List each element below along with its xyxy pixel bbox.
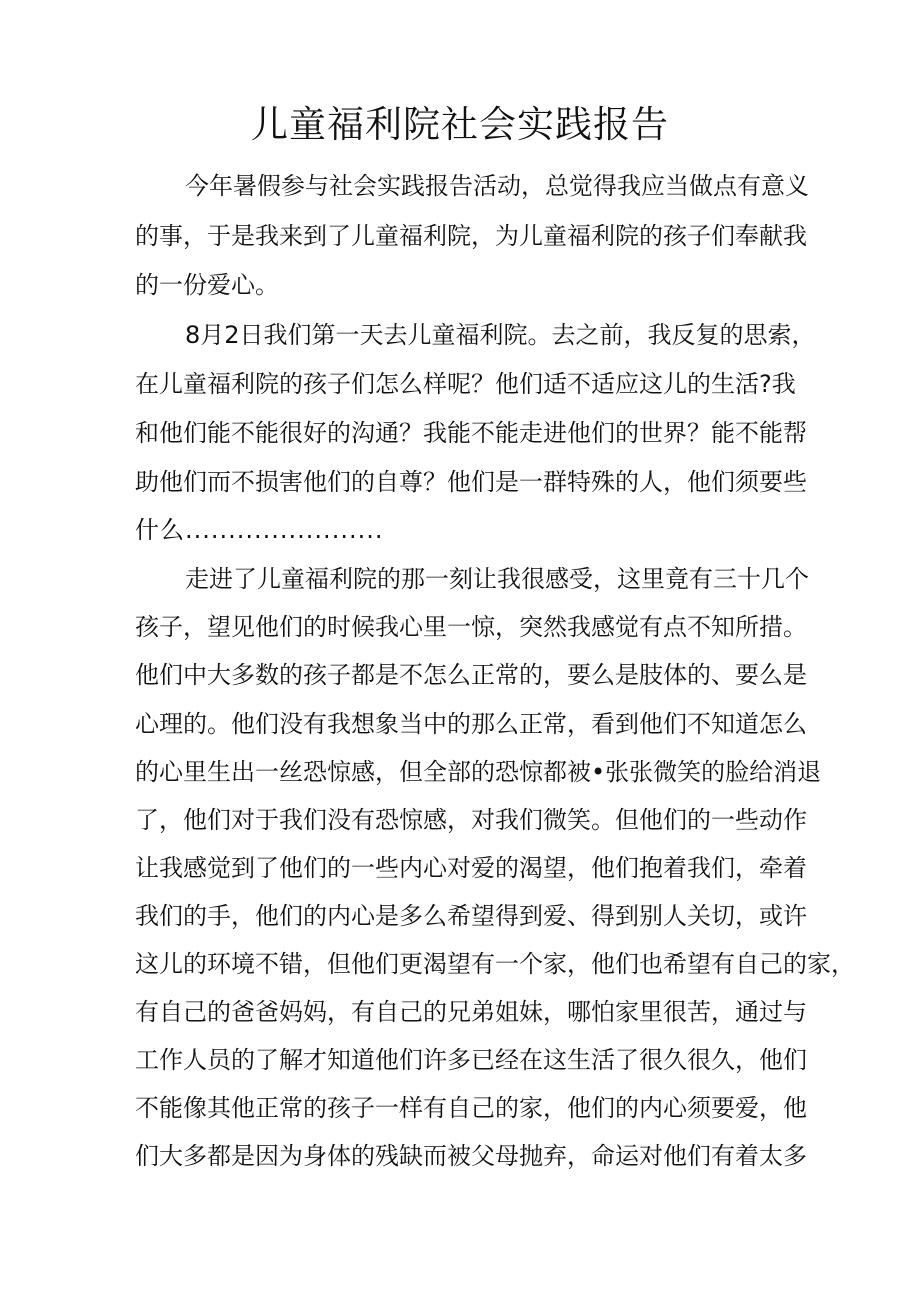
paragraph-3-line-2: 孩子，望见他们的时候我心里一惊，突然我感觉有点不知所措。 bbox=[135, 613, 807, 641]
paragraph-3-line-3: 他们中大多数的孩子都是不怎么正常的，要么是肢体的、要么是 bbox=[135, 661, 807, 689]
paragraph-2-line-3: 和他们能不能很好的沟通？我能不能走进他们的世界？能不能帮 bbox=[135, 419, 807, 447]
paragraph-2-line-1: 8月2日我们第一天去儿童福利院。去之前，我反复的思索， bbox=[185, 321, 816, 349]
paragraph-3-line-12: 不能像其他正常的孩子一样有自己的家，他们的内心须要爱，他 bbox=[135, 1094, 807, 1122]
paragraph-3-line-4: 心理的。他们没有我想象当中的那么正常，看到他们不知道怎么 bbox=[135, 710, 807, 738]
paragraph-3-line-10: 有自己的爸爸妈妈，有自己的兄弟姐妹，哪怕家里很苦，通过与 bbox=[135, 998, 807, 1026]
paragraph-3-line-13: 们大多都是因为身体的残缺而被父母抛弃，命运对他们有着太多 bbox=[135, 1142, 807, 1170]
paragraph-2-line-5: 什么....................... bbox=[135, 516, 384, 544]
paragraph-1-line-2: 的事，于是我来到了儿童福利院，为儿童福利院的孩子们奉献我 bbox=[135, 222, 807, 250]
paragraph-1-line-3: 的一份爱心。 bbox=[135, 271, 279, 299]
paragraph-2-line-2: 在儿童福利院的孩子们怎么样呢？他们适不适应这儿的生活?我 bbox=[135, 370, 796, 398]
paragraph-3-line-7: 让我感觉到了他们的一些内心对爱的渴望，他们抱着我们，牵着 bbox=[135, 854, 807, 882]
document-title: 儿童福利院社会实践报告 bbox=[251, 103, 669, 146]
paragraph-3-line-6: 了，他们对于我们没有恐惊感，对我们微笑。但他们的一些动作 bbox=[135, 806, 807, 834]
paragraph-1-line-1: 今年暑假参与社会实践报告活动，总觉得我应当做点有意义 bbox=[185, 172, 809, 200]
paragraph-3-line-5: 的心里生出一丝恐惊感，但全部的恐惊都被•张张微笑的脸给消退 bbox=[135, 758, 822, 786]
paragraph-3-line-9: 这儿的环境不错，但他们更渴望有一个家，他们也希望有自己的家， bbox=[135, 950, 855, 978]
paragraph-3-line-8: 我们的手，他们的内心是多么希望得到爱、得到别人关切，或许 bbox=[135, 902, 807, 930]
paragraph-2-line-4: 助他们而不损害他们的自尊？他们是一群特殊的人，他们须要些 bbox=[135, 468, 807, 496]
paragraph-3-line-11: 工作人员的了解才知道他们许多已经在这生活了很久很久，他们 bbox=[135, 1046, 807, 1074]
paragraph-3-line-1: 走进了儿童福利院的那一刻让我很感受，这里竟有三十几个 bbox=[185, 565, 809, 593]
